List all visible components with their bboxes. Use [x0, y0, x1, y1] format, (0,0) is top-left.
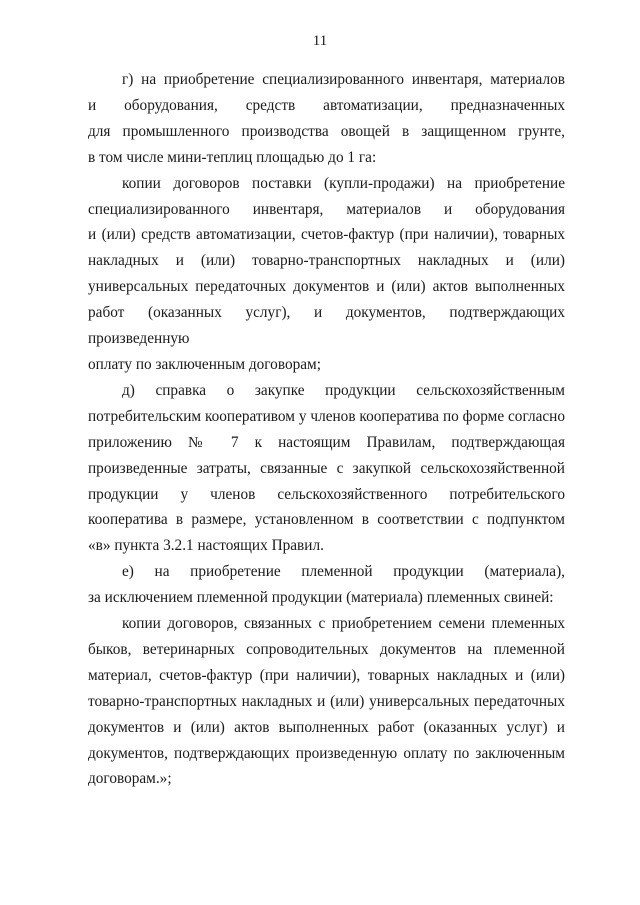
text-line: потребительским кооперативом у членов кооператива по форме согласно	[88, 407, 565, 425]
text-line: специализированного инвентаря, материалов и оборудования	[88, 200, 565, 218]
text-line: быков, ветеринарных сопроводительных документов на племенной	[88, 640, 565, 658]
text-line: и (или) средств автоматизации, счетов-фактур (при наличии), товарных	[88, 226, 565, 244]
paragraph-item-g	[88, 67, 565, 171]
paragraph-item-g-documents	[88, 171, 565, 378]
text-line: товарно-транспортных накладных и (или) универсальных передаточных	[88, 692, 565, 710]
page-number: 11	[312, 33, 328, 49]
text-line: договорам.»;	[88, 770, 172, 788]
text-line: продукции у членов сельскохозяйственного потребительского	[88, 485, 565, 503]
text-line: д) справка о закупке продукции сельскохозяйственным	[122, 381, 565, 399]
text-line: копии договоров, связанных с приобретением семени племенных	[122, 615, 565, 633]
text-line: в том числе мини-теплиц площадью до 1 га:	[88, 148, 377, 166]
paragraph-item-d	[88, 378, 565, 559]
text-line: «в» пункта 3.2.1 настоящих Правил.	[88, 537, 324, 555]
document-body	[88, 67, 565, 792]
text-line: работ (оказанных услуг), и документов, подтверждающих произведенную	[88, 304, 565, 348]
text-line: универсальных передаточных документов и (или) актов выполненных	[88, 278, 565, 296]
text-line: г) на приобретение специализированного инвентаря, материалов	[122, 71, 565, 88]
text-line: кооператива в размере, установленном в соответствии с подпунктом	[88, 511, 565, 529]
text-line: копии договоров поставки (купли-продажи) на приобретение	[122, 174, 565, 192]
text-line: оплату по заключенным договорам;	[88, 355, 321, 373]
text-line: произведенные затраты, связанные с закупкой сельскохозяйственной	[88, 459, 565, 477]
text-line: документов, подтверждающих произведенную оплату по заключенным	[88, 744, 565, 762]
text-line: е) на приобретение племенной продукции (материала),	[122, 563, 565, 581]
text-line: документов и (или) актов выполненных работ (оказанных услуг) и	[88, 718, 565, 736]
paragraph-item-e	[88, 559, 565, 611]
paragraph-item-e-documents	[88, 611, 565, 792]
text-line: и оборудования, средств автоматизации, предназначенных	[88, 96, 565, 114]
text-line: для промышленного производства овощей в защищенном грунте,	[88, 122, 565, 140]
text-line: накладных и (или) товарно-транспортных накладных и (или)	[88, 252, 565, 270]
text-line: за исключением племенной продукции (материала) племенных свиней:	[88, 589, 554, 607]
text-line: материал, счетов-фактур (при наличии), товарных накладных и (или)	[88, 666, 565, 684]
text-line: приложению № 7 к настоящим Правилам, подтверждающая	[88, 433, 565, 451]
